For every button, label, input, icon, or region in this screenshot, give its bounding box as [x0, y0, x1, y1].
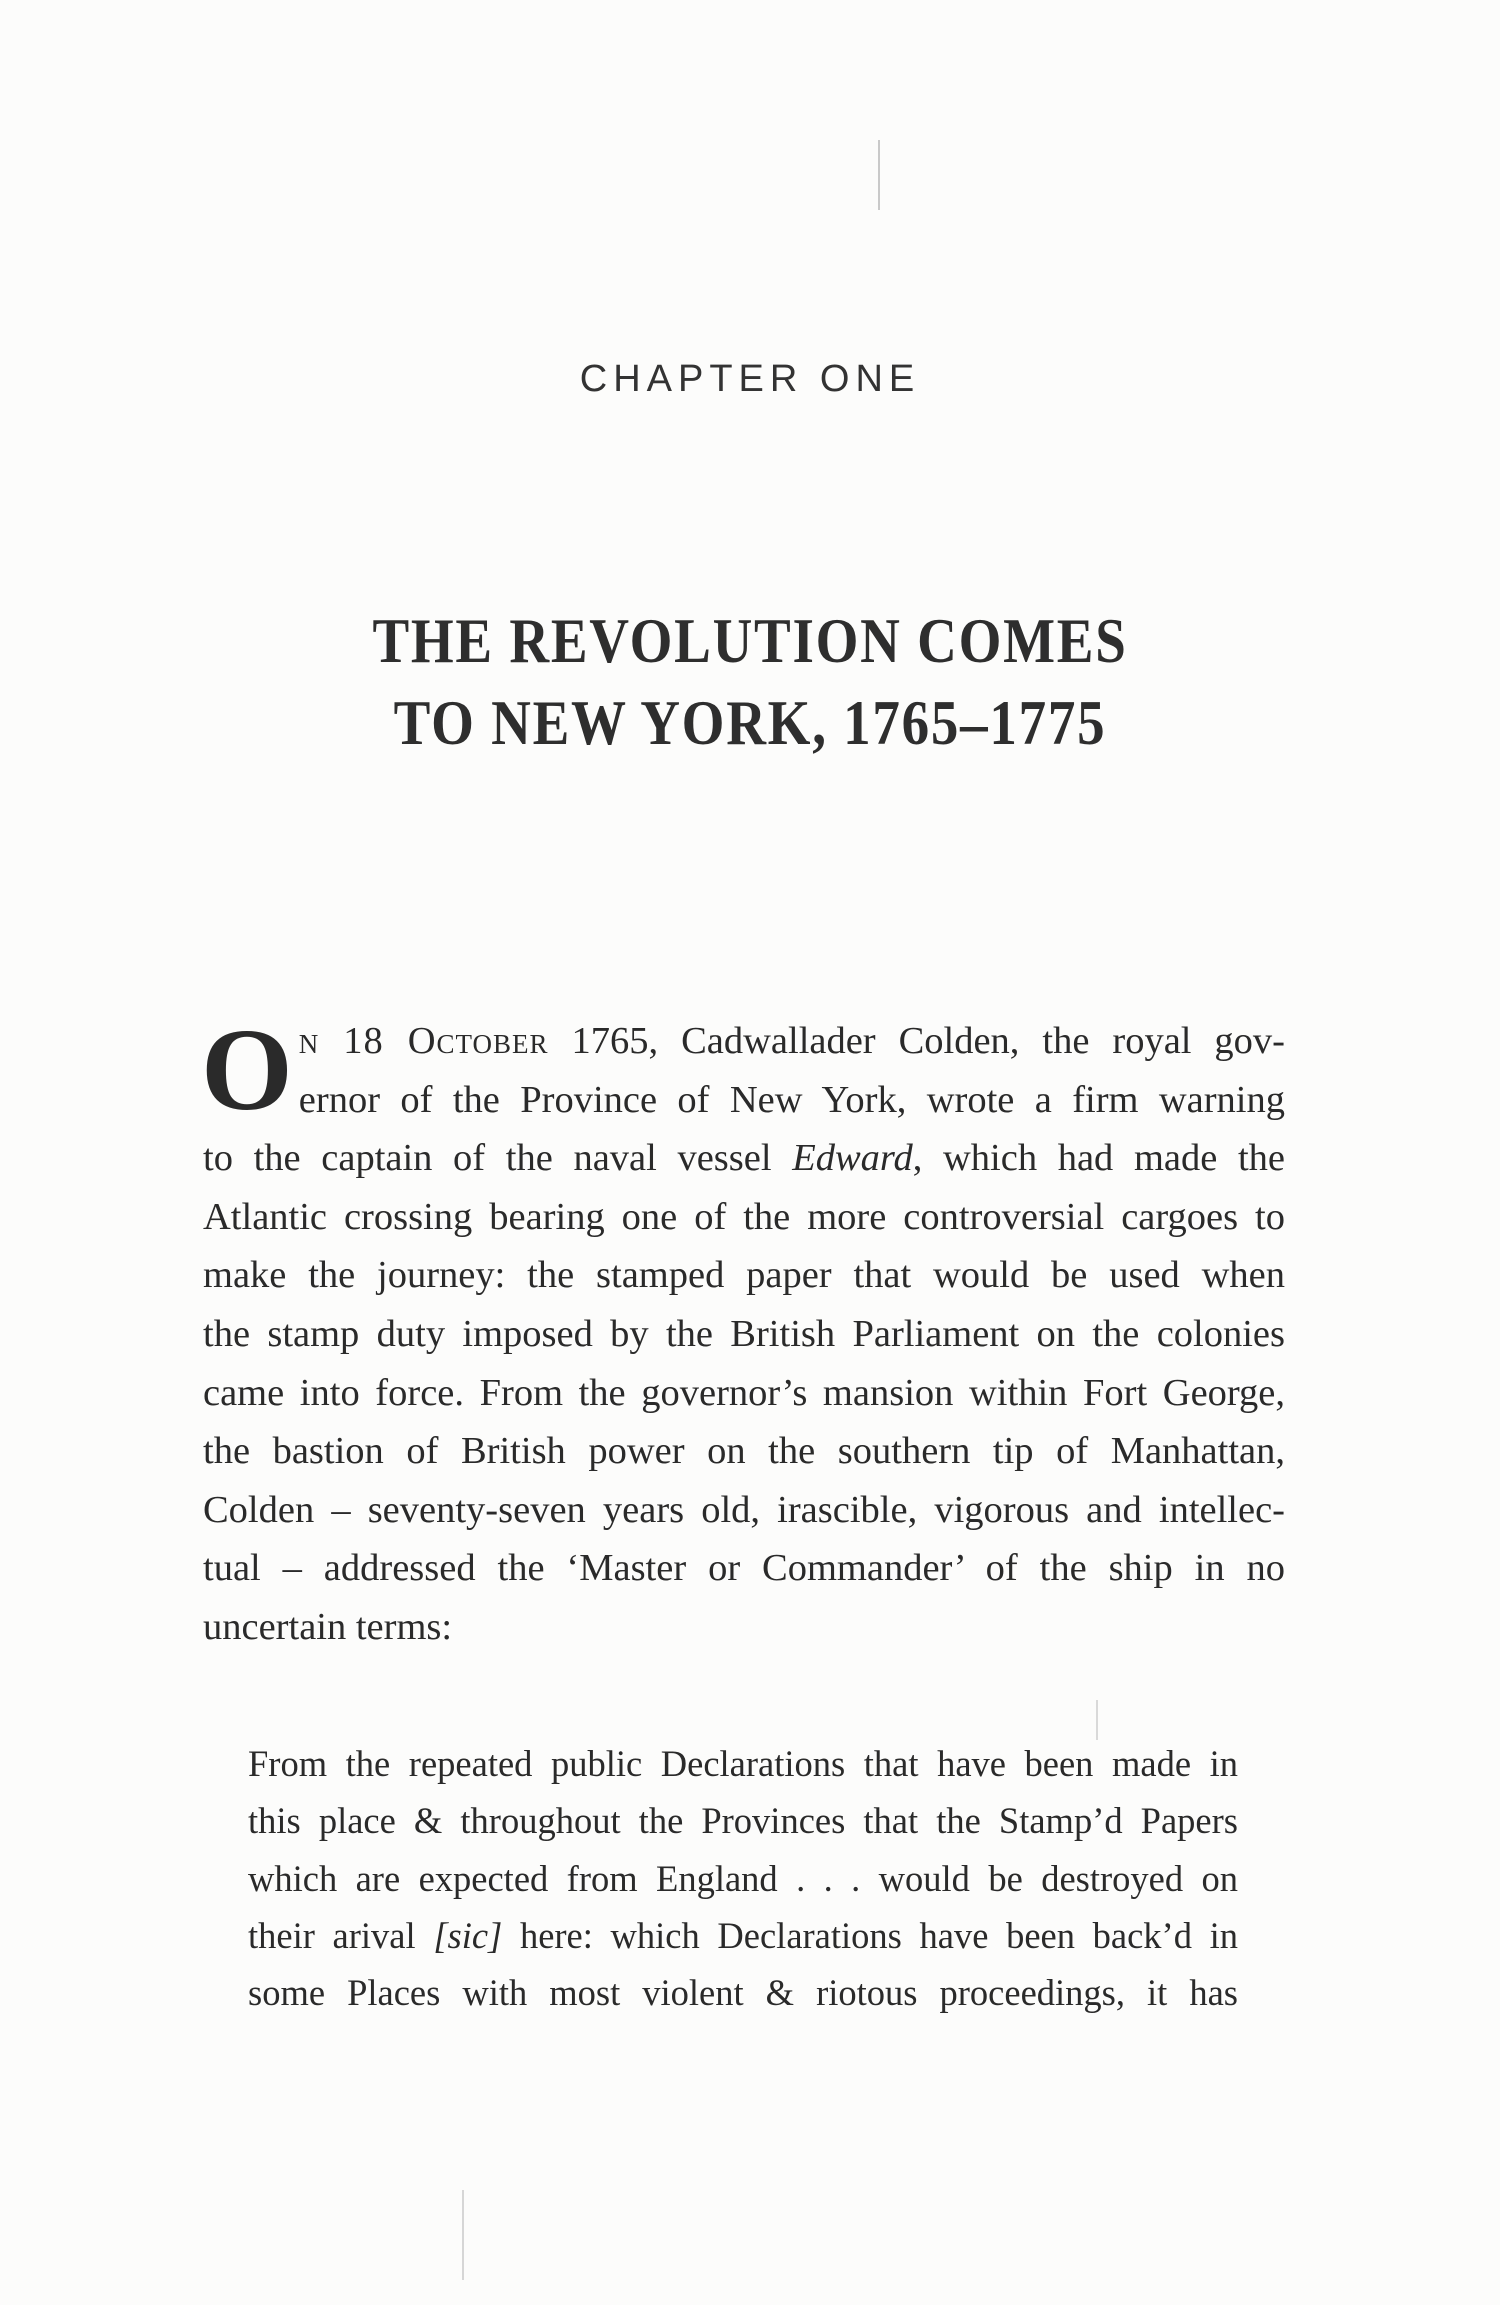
body-line: came into force. From the governor’s mansion within Fort George,: [203, 1371, 1285, 1414]
body-line: make the journey: the stamped paper that would be used when: [203, 1254, 1285, 1297]
body-line: the stamp duty imposed by the British Parliament on the colonies: [203, 1312, 1285, 1355]
body-line: the bastion of British power on the southern tip of Manhattan,: [203, 1430, 1285, 1473]
sic-note: [sic]: [433, 1914, 503, 1956]
chapter-title-line-1: THE REVOLUTION COMES: [372, 605, 1128, 676]
drop-cap: O: [201, 1004, 293, 1135]
body-line-text: 1765, Cadwallader Colden, the royal gov-: [548, 1020, 1286, 1062]
quote-line-text: here: which Declarations have been back’d in: [502, 1914, 1238, 1956]
quote-line: From the repeated public Declarations that have been made in: [248, 1743, 1238, 1784]
scan-mark: [1096, 1700, 1098, 1740]
quote-line-text: their arival: [248, 1914, 434, 1956]
body-line: uncertain terms:: [203, 1605, 453, 1648]
body-paragraph: [201, 1004, 1286, 1657]
quote-line: this place & throughout the Provinces that the Stamp’d Papers: [248, 1800, 1238, 1842]
body-line: [203, 1012, 1285, 1071]
scan-mark: [462, 2190, 464, 2280]
body-line: [203, 1129, 1285, 1188]
body-line: ernor of the Province of New York, wrote a firm warning: [298, 1078, 1285, 1121]
chapter-title: [105, 600, 1395, 764]
quote-line: [248, 1907, 1238, 1964]
quote-line: some Places with most violent & riotous proceedings, it has: [248, 1972, 1238, 2014]
opening-small-caps: n 18 October: [298, 1020, 549, 1062]
body-line: Atlantic crossing bearing one of the more controversial cargoes to: [203, 1195, 1285, 1238]
chapter-title-line-2: TO NEW YORK, 1765–1775: [393, 687, 1107, 758]
body-line: tual – addressed the ‘Master or Commander’ of the ship in no: [203, 1547, 1285, 1590]
body-line-text: to the captain of the naval vessel: [203, 1137, 793, 1180]
quote-line: which are expected from England . . . would be destroyed on: [248, 1857, 1238, 1899]
body-line: Colden – seventy-seven years old, irascible, vigorous and intellec-: [203, 1488, 1285, 1531]
chapter-label: CHAPTER ONE: [579, 358, 921, 400]
body-line-text: , which had made the: [912, 1137, 1285, 1180]
ship-name: Edward: [792, 1137, 913, 1180]
scan-mark: [878, 140, 880, 210]
block-quote: [248, 1735, 1238, 2021]
